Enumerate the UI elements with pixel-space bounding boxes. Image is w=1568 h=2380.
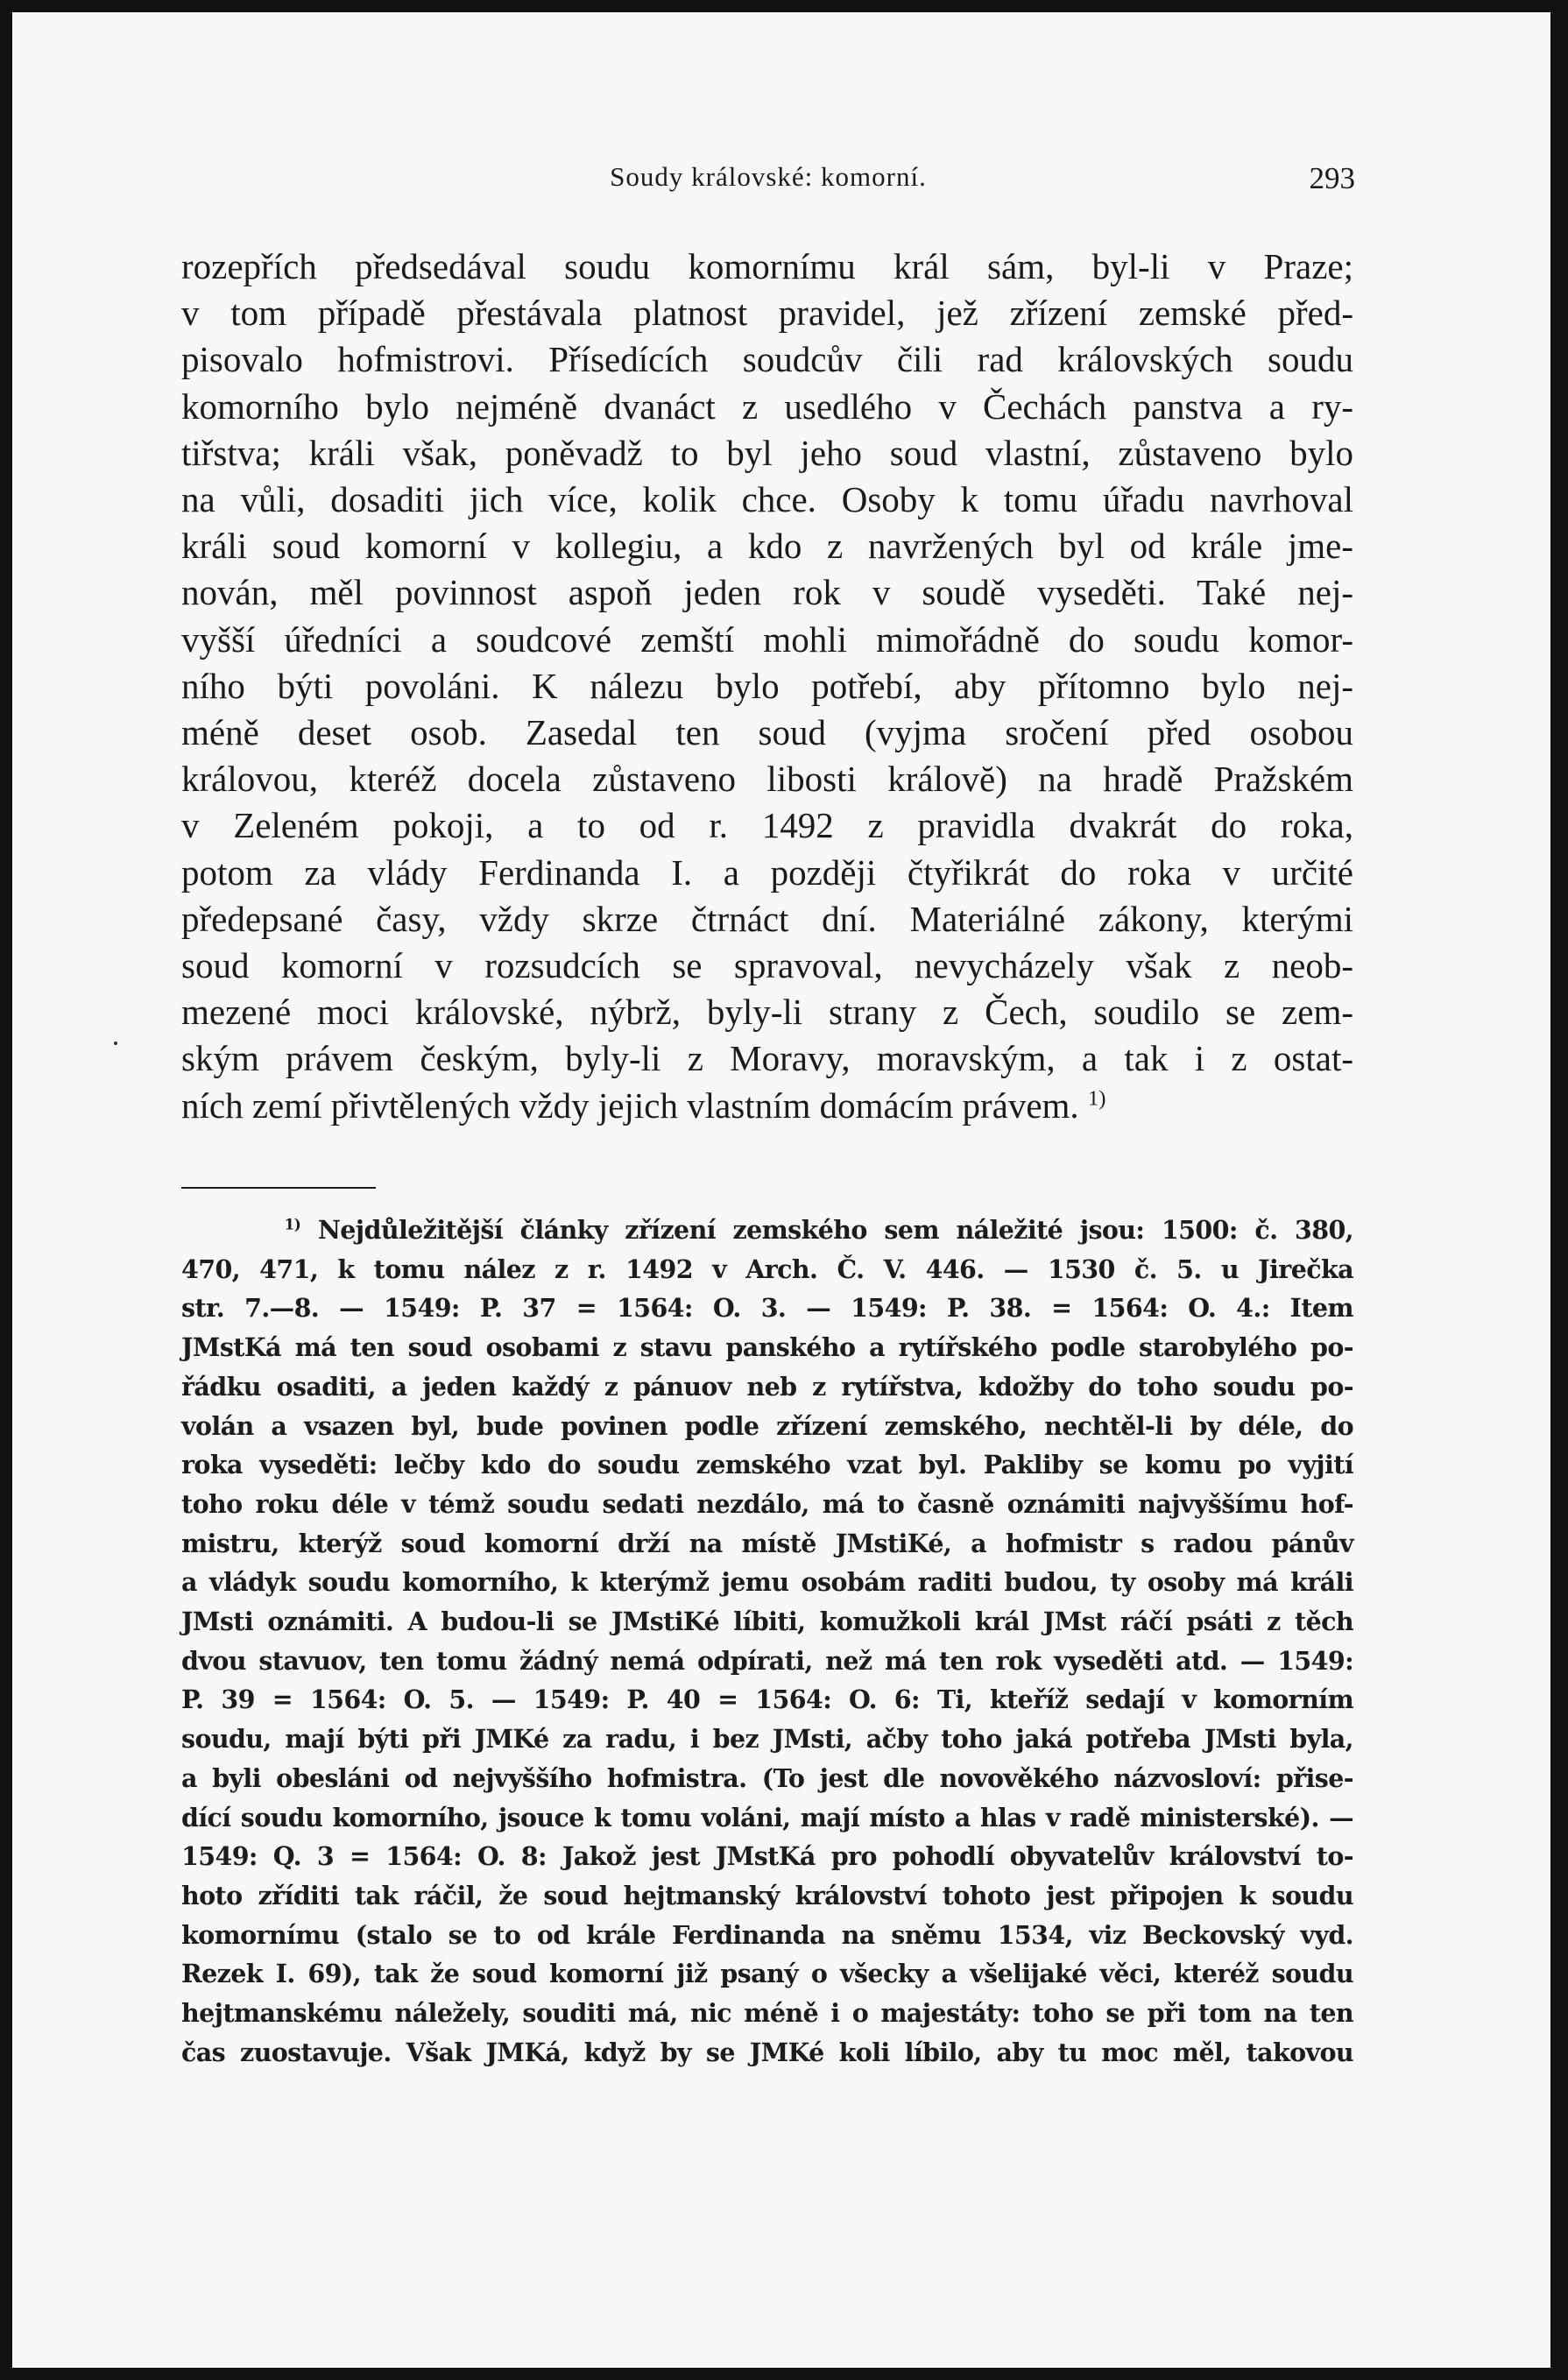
body-line: tiřstva; králi však, poněvadž to byl jeho soud vlastní, zůstaveno bylo	[181, 432, 1353, 473]
footnote-line: dvou stavuov, ten tomu žádný nemá odpírati, než má ten rok vyseděti atd. — 1549:	[181, 1645, 1353, 1676]
footnote-line: komornímu (stalo se to od krále Ferdinanda na sněmu 1534, viz Beckovský vyd.	[181, 1919, 1353, 1950]
footnote-line: JMsti oznámiti. A budou-li se JMstiKé líbiti, komužkoli král JMst ráčí psáti z těch	[181, 1607, 1353, 1637]
footnote-rule	[181, 1187, 376, 1189]
page-header	[181, 161, 1355, 205]
body-line: rozepřích předsedával soudu komornímu král sám, byl-li v Praze;	[181, 246, 1353, 286]
footnote-line: čas zuostavuje. Však JMKá, když by se JMKé koli líbilo, aby tu moc měl, takovou	[181, 2037, 1353, 2067]
footnote-line: volán a vsazen byl, bude povinen podle zřízení zemského, nechtěl-li by déle, do	[181, 1410, 1353, 1441]
footnote-line	[181, 1211, 1353, 1250]
body-line: méně deset osob. Zasedal ten soud (vyjma sročení před osobou	[181, 712, 1353, 753]
footnote-line: hoto zříditi tak ráčil, že soud hejtmanský království tohoto jest připojen k soudu	[181, 1880, 1353, 1910]
footnote-marker: 1)	[284, 1216, 301, 1234]
body-line: ního býti povoláni. K nálezu bylo potřebí, aby přítomno bylo nej-	[181, 665, 1353, 706]
footnote-line: Rezek I. 69), tak že soud komorní již psaný o všecky a všelijaké věci, kteréž soudu	[181, 1959, 1353, 1989]
footnote-line-text: Nejdůležitější články zřízení zemského sem náležité jsou: 1500: č. 380,	[317, 1215, 1354, 1245]
body-line: králi soud komorní v kollegiu, a kdo z navržených byl od krále jme-	[181, 526, 1353, 567]
body-line: královou, kteréž docela zůstaveno libosti královĕ) na hradě Pražském	[181, 759, 1353, 800]
body-line-last	[181, 1083, 1353, 1129]
body-line: nován, měl povinnost aspoň jeden rok v soudě vyseděti. Také nej-	[181, 572, 1353, 613]
body-line: ským právem českým, byly-li z Moravy, moravským, a tak i z ostat-	[181, 1038, 1353, 1079]
footnote-line: a byli obesláni od nejvyššího hofmistra. (To jest dle novověkého názvosloví: přise-	[181, 1762, 1353, 1793]
body-line: soud komorní v rozsudcích se spravoval, nevycházely však z neob-	[181, 945, 1353, 986]
footnote-reference: 1)	[1087, 1086, 1106, 1110]
body-line: v tom případě přestávala platnost pravidel, jež zřízení zemské před-	[181, 293, 1353, 334]
body-line: vyšší úředníci a soudcové zemští mohli mimořádně do soudu komor-	[181, 618, 1353, 660]
footnote	[181, 1211, 1353, 2072]
body-line: pisovalo hofmistrovi. Přísedících soudcův čili rad královských soudu	[181, 339, 1353, 380]
footnote-line: řádku osaditi, a jeden každý z pánuov neb z rytířstva, kdožby do toho soudu po-	[181, 1371, 1353, 1402]
body-line: na vůli, dosaditi jich více, kolik chce. Osoby k tomu úřadu navrhoval	[181, 479, 1353, 520]
footnote-line: dící soudu komorního, jsouce k tomu voláni, mají místo a hlas v radě ministerské). —	[181, 1802, 1353, 1833]
footnote-line: JMstKá má ten soud osobami z stavu panského a rytířského podle starobylého po-	[181, 1332, 1353, 1363]
footnote-line: str. 7.—8. — 1549: P. 37 = 1564: O. 3. — 1549: P. 38. = 1564: O. 4.: Item	[181, 1293, 1353, 1324]
scan-speck	[114, 1042, 117, 1045]
body-line: mezené moci královské, nýbrž, byly-li strany z Čech, soudilo se zem-	[181, 992, 1353, 1033]
body-line: potom za vlády Ferdinanda I. a později čtyřikrát do roka v určité	[181, 851, 1353, 893]
footnote-line: mistru, kterýž soud komorní drží na místě JMstiKé, a hofmistr s radou pánův	[181, 1528, 1353, 1558]
body-line: komorního bylo nejméně dvanáct z usedlého v Čechách panstva a ry-	[181, 385, 1353, 427]
footnote-line: hejtmanskému náležely, souditi má, nic méně i o majestáty: toho se při tom na ten	[181, 1998, 1353, 2029]
body-line: v Zeleném pokoji, a to od r. 1492 z pravidla dvakrát do roka,	[181, 805, 1353, 846]
footnote-line: 470, 471, k tomu nález z r. 1492 v Arch. Č. V. 446. — 1530 č. 5. u Jirečka	[181, 1254, 1353, 1284]
footnote-line: P. 39 = 1564: O. 5. — 1549: P. 40 = 1564: O. 6: Ti, kteříž sedají v komorním	[181, 1684, 1353, 1715]
body-line-text: ních zemí přivtělených vždy jejich vlastním domácím právem.	[181, 1084, 1079, 1126]
running-title: Soudy královské: komorní.	[610, 161, 927, 192]
body-line: předepsané časy, vždy skrze čtrnáct dní. Materiálné zákony, kterými	[181, 898, 1353, 939]
footnote-line: roka vyseděti: lečby kdo do soudu zemského vzat byl. Pakliby se komu po vyjití	[181, 1450, 1353, 1480]
footnote-line: 1549: Q. 3 = 1564: O. 8: Jakož jest JMstKá pro pohodlí obyvatelův království to-	[181, 1841, 1353, 1872]
footnote-line: a vládyk soudu komorního, k kterýmž jemu osobám raditi budou, ty osoby má králi	[181, 1567, 1353, 1598]
body-paragraph	[181, 244, 1353, 1129]
page-number: 293	[1309, 161, 1355, 195]
footnote-line: soudu, mají býti při JMKé za radu, i bez JMsti, ačby toho jaká potřeba JMsti byla,	[181, 1724, 1353, 1755]
footnote-line: toho roku déle v témž soudu sedati nezdálo, má to časně oznámiti najvyššímu hof-	[181, 1488, 1353, 1519]
